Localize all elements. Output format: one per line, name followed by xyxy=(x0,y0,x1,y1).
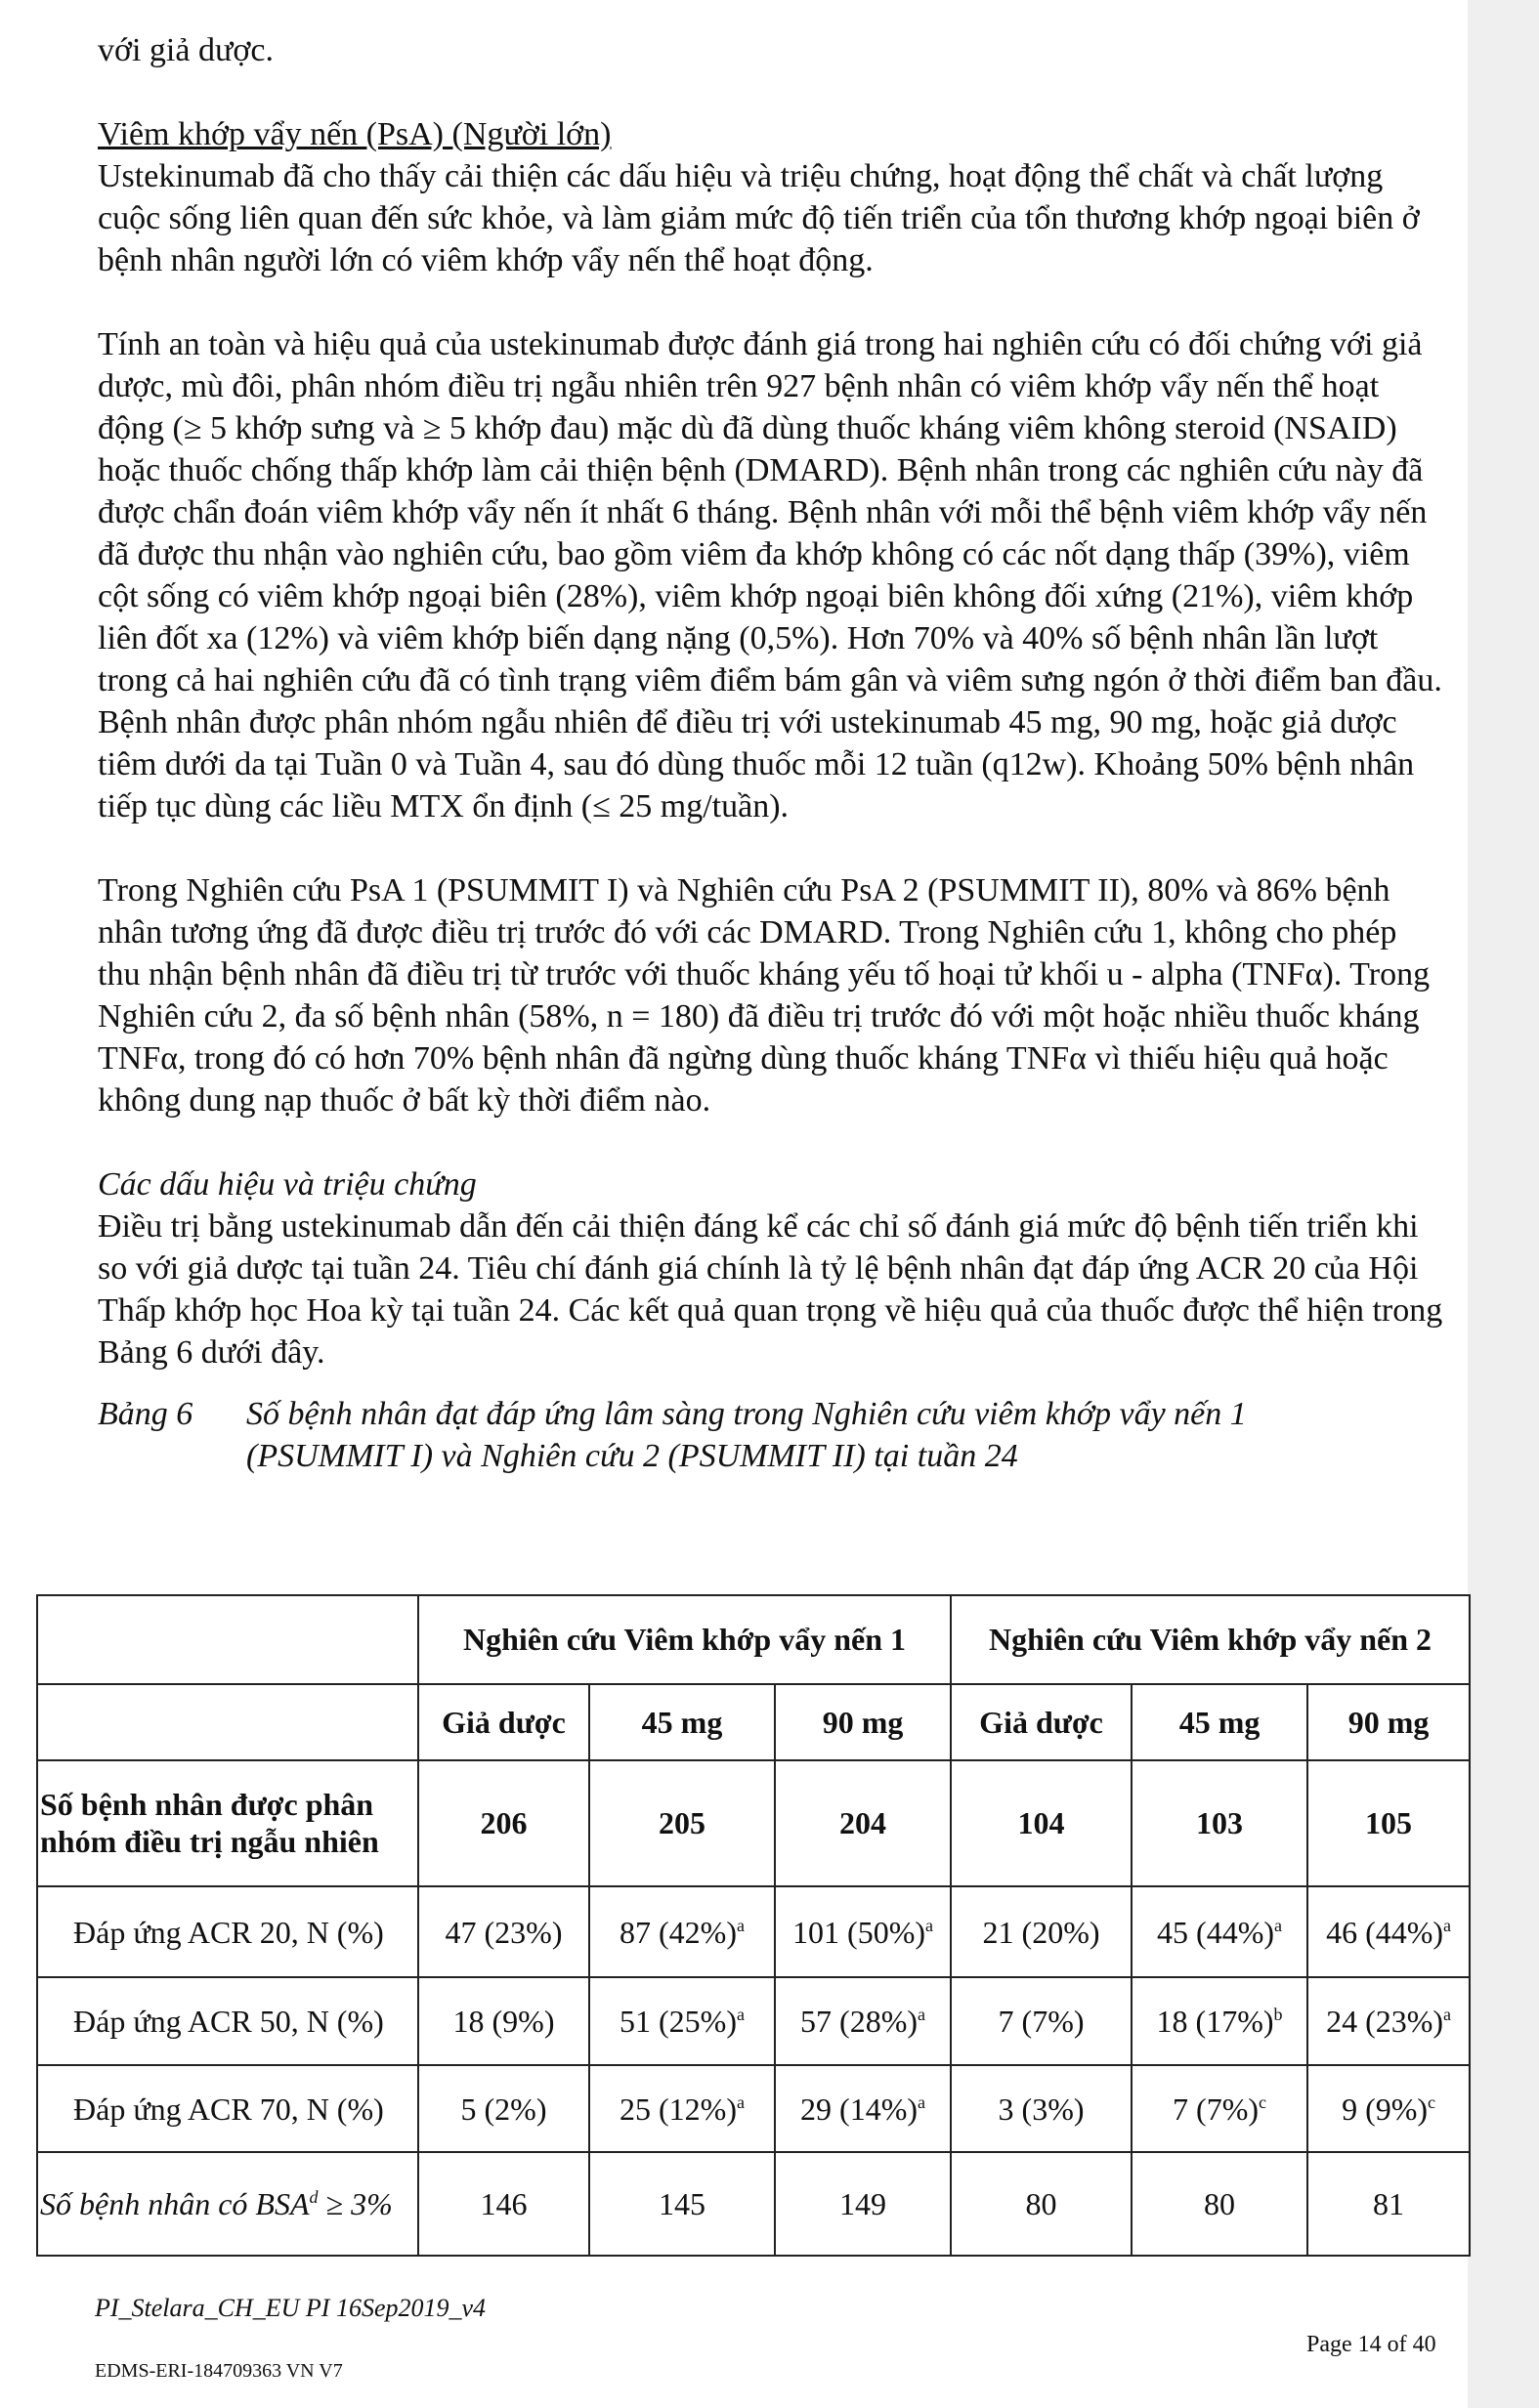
table-caption xyxy=(98,1393,1446,1477)
table-cell: 87 $(42\%)^a$ xyxy=(589,1886,775,1978)
table-cell: 46 $(44\%)^a$ xyxy=(1307,1886,1470,1978)
table-cell: 47 (23%) xyxy=(418,1886,589,1978)
results-table xyxy=(36,1594,1471,2257)
table-cell: 25 $(12\%)^a$ xyxy=(589,2065,775,2153)
table-cell: 57 $(28\%)^a$ xyxy=(775,1977,951,2065)
table-row xyxy=(37,2152,1470,2256)
row-label: Số bệnh nhân có $BSA^d \ge 3\%$ xyxy=(37,2152,418,2256)
table-cell: 80 xyxy=(1132,2152,1307,2256)
right-margin-strip xyxy=(1468,0,1539,2408)
table-cell: 18 $(17\%)^b$ xyxy=(1132,1977,1307,2065)
table-cell: 204 xyxy=(775,1760,951,1886)
table-cell: 24 $(23\%)^a$ xyxy=(1307,1977,1470,2065)
section-heading-signs: Các dấu hiệu và triệu chứng xyxy=(98,1166,477,1203)
header-45mg-1: 45 mg xyxy=(589,1684,775,1760)
table-cell: 7 $(7\%)^c$ xyxy=(1132,2065,1307,2153)
paragraph-signs: Điều trị bằng ustekinumab dẫn đến cải thiện đáng kể các chỉ số đánh giá mức độ bệnh tiến triển khi so với giả dược tại tuần 24. Tiêu chí đánh giá chính là tỷ lệ bệnh nhân đạt đáp ứng ACR 20 của Hội Thấp khớp học Hoa kỳ tại tuần 24. Các kết quả quan trọng về hiệu quả của thuốc được thể hiện trong Bảng 6 dưới đây. xyxy=(98,1208,1443,1371)
header-90mg-1: 90 mg xyxy=(775,1684,951,1760)
table-cell: 45 $(44\%)^a$ xyxy=(1132,1886,1307,1978)
page-number: Page 14 of 40 xyxy=(1306,2332,1436,2357)
document-body xyxy=(98,29,1446,1477)
paragraph-psa-intro: Ustekinumab đã cho thấy cải thiện các dấu hiệu và triệu chứng, hoạt động thể chất và chất lượng cuộc sống liên quan đến sức khỏe, và làm giảm mức độ tiến triển của tổn thương khớp ngoại biên ở bệnh nhân người lớn có viêm khớp vẩy nến thể hoạt động. xyxy=(98,158,1420,278)
row-label: Đáp ứng ACR 20, N (%) xyxy=(37,1886,418,1978)
row-label: Đáp ứng ACR 70, N (%) xyxy=(37,2065,418,2153)
paragraph-continuation: với giả dược. xyxy=(98,32,274,68)
table-cell: 80 xyxy=(951,2152,1132,2256)
header-90mg-2: 90 mg xyxy=(1307,1684,1470,1760)
table-header-dose xyxy=(37,1684,1470,1760)
table-cell: 105 xyxy=(1307,1760,1470,1886)
table-cell: 146 xyxy=(418,2152,589,2256)
table-cell: 206 xyxy=(418,1760,589,1886)
row-label: Số bệnh nhân được phân nhóm điều trị ngẫu nhiên xyxy=(37,1760,418,1886)
header-placebo-2: Giả dược xyxy=(951,1684,1132,1760)
table-row xyxy=(37,2065,1470,2153)
table-cell: 104 xyxy=(951,1760,1132,1886)
header-study-1: Nghiên cứu Viêm khớp vẩy nến 1 xyxy=(418,1595,951,1684)
footer-doc-ref: PI_Stelara_CH_EU PI 16Sep2019_v4 xyxy=(95,2294,487,2322)
table-row xyxy=(37,1977,1470,2065)
table-cell: 5 (2%) xyxy=(418,2065,589,2153)
footer-edms: EDMS-ERI-184709363 VN V7 xyxy=(95,2360,343,2382)
table-caption-label: Bảng 6 xyxy=(98,1396,193,1432)
table-cell: 7 (7%) xyxy=(951,1977,1132,2065)
table-row xyxy=(37,1760,1470,1886)
table-caption-title: Số bệnh nhân đạt đáp ứng lâm sàng trong Nghiên cứu viêm khớp vẩy nến 1 (PSUMMIT I) và Nghiên cứu 2 (PSUMMIT II) tại tuần 24 xyxy=(246,1396,1247,1474)
table-cell: 103 xyxy=(1132,1760,1307,1886)
table-cell: 3 (3%) xyxy=(951,2065,1132,2153)
table-cell: 145 xyxy=(589,2152,775,2256)
table-cell: 81 xyxy=(1307,2152,1470,2256)
paragraph-study-design: Tính an toàn và hiệu quả của ustekinumab được đánh giá trong hai nghiên cứu có đối chứng với giả dược, mù đôi, phân nhóm điều trị ngẫu nhiên trên 927 bệnh nhân có viêm khớp vẩy nến thể hoạt động (≥ 5 khớp sưng và ≥ 5 khớp đau) mặc dù đã dùng thuốc kháng viêm không steroid (NSAID) hoặc thuốc chống thấp khớp làm cải thiện bệnh (DMARD). Bệnh nhân trong các nghiên cứu này đã được chẩn đoán viêm khớp vẩy nến ít nhất 6 tháng. Bệnh nhân với mỗi thể bệnh viêm khớp vẩy nến đã được thu nhận vào nghiên cứu, bao gồm viêm đa khớp không có các nốt dạng thấp (39%), viêm cột sống có viêm khớp ngoại biên (28%), viêm khớp ngoại biên không đối xứng (21%), viêm khớp liên đốt xa (12%) và viêm khớp biến dạng nặng (0,5%). Hơn 70% và 40% số bệnh nhân lần lượt trong cả hai nghiên cứu đã có tình trạng viêm điểm bám gân và viêm sưng ngón ở thời điểm ban đầu. Bệnh nhân được phân nhóm ngẫu nhiên để điều trị với ustekinumab 45 mg, 90 mg, hoặc giả dược tiêm dưới da tại Tuần 0 và Tuần 4, sau đó dùng thuốc mỗi 12 tuần (q12w). Khoảng 50% bệnh nhân tiếp tục dùng các liều MTX ổn định (≤ 25 mg/tuần). xyxy=(98,326,1442,824)
header-45mg-2: 45 mg xyxy=(1132,1684,1307,1760)
section-heading-psa: Viêm khớp vẩy nến (PsA) (Người lớn) xyxy=(98,116,612,152)
table-cell: 205 xyxy=(589,1760,775,1886)
row-label: Đáp ứng ACR 50, N (%) xyxy=(37,1977,418,2065)
paragraph-prior-treatment: Trong Nghiên cứu PsA 1 (PSUMMIT I) và Nghiên cứu PsA 2 (PSUMMIT II), 80% và 86% bệnh nhân tương ứng đã được điều trị trước đó với các DMARD. Trong Nghiên cứu 1, không cho phép thu nhận bệnh nhân đã điều trị từ trước với thuốc kháng yếu tố hoại tử khối u - alpha (TNFα). Trong Nghiên cứu 2, đa số bệnh nhân (58%, n = 180) đã điều trị trước đó với một hoặc nhiều thuốc kháng TNFα, trong đó có hơn 70% bệnh nhân đã ngừng dùng thuốc kháng TNFα vì thiếu hiệu quả hoặc không dung nạp thuốc ở bất kỳ thời điểm nào. xyxy=(98,872,1431,1119)
header-placebo-1: Giả dược xyxy=(418,1684,589,1760)
table-cell: 51 $(25\%)^a$ xyxy=(589,1977,775,2065)
table-cell: 29 $(14\%)^a$ xyxy=(775,2065,951,2153)
table-header-study xyxy=(37,1595,1470,1684)
table-row xyxy=(37,1886,1470,1978)
table-cell: 101 $(50\%)^a$ xyxy=(775,1886,951,1978)
table-cell: 149 xyxy=(775,2152,951,2256)
header-empty-cell xyxy=(37,1595,418,1684)
table-cell: 21 (20%) xyxy=(951,1886,1132,1978)
table-cell: 18 (9%) xyxy=(418,1977,589,2065)
header-study-2: Nghiên cứu Viêm khớp vẩy nến 2 xyxy=(951,1595,1470,1684)
header-empty-cell xyxy=(37,1684,418,1760)
table-cell: 9 $(9\%)^c$ xyxy=(1307,2065,1470,2153)
